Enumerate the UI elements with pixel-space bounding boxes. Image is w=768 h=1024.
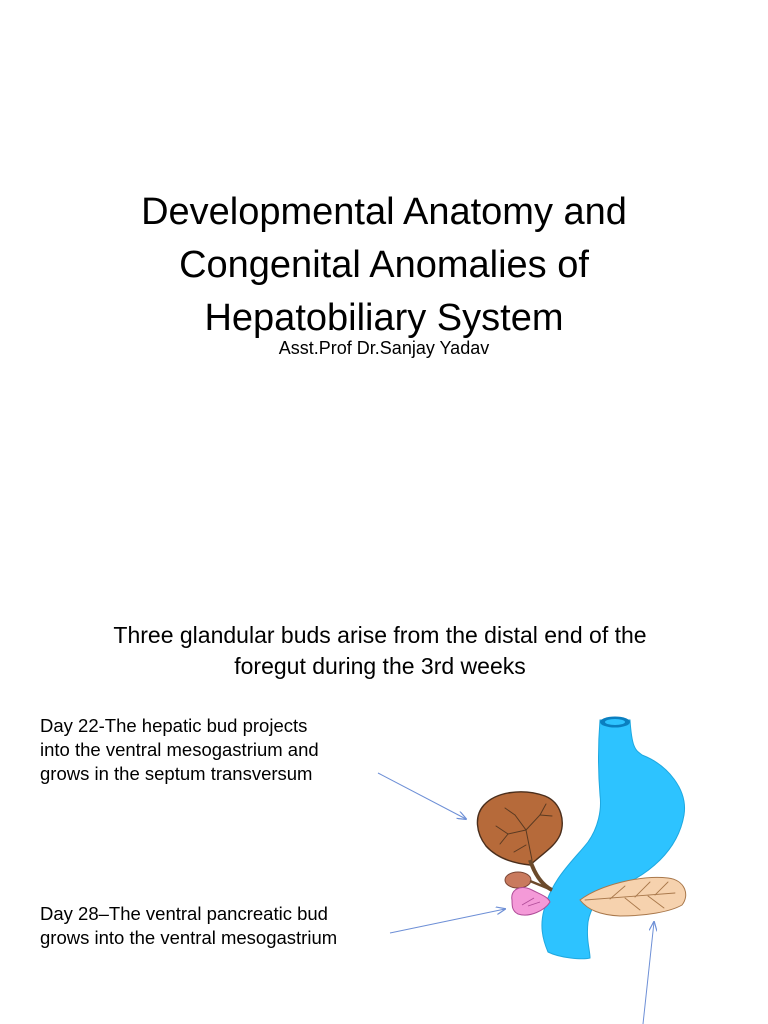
title-line-3: Hepatobiliary System (204, 297, 564, 339)
author-subtitle: Asst.Prof Dr.Sanjay Yadav (278, 338, 490, 358)
note-line: grows into the ventral mesogastrium (40, 927, 338, 948)
gallbladder-bud (505, 872, 531, 888)
note-line: into the ventral mesogastrium and (40, 739, 319, 760)
title-line-1: Developmental Anatomy and (141, 191, 627, 233)
heading-line-1: Three glandular buds arise from the distal end of the (113, 622, 647, 648)
foregut-buds-diagram (0, 560, 768, 1024)
ventral-pancreas-arrow (390, 909, 505, 933)
slide-title (0, 186, 768, 345)
title-line-2: Congenital Anomalies of (179, 244, 589, 286)
note-line: Day 28–The ventral pancreatic bud (40, 903, 328, 924)
foregut-lumen-inner (605, 719, 625, 725)
heading-line-2: foregut during the 3rd weeks (234, 653, 526, 679)
content-slide (0, 560, 768, 1024)
dorsal-pancreas-arrow (643, 922, 654, 1024)
foregut-tube (542, 720, 685, 959)
note-line: grows in the septum transversum (40, 763, 313, 784)
hepatic-bud (477, 792, 562, 865)
hepatic-bud-arrow (378, 773, 466, 819)
note-line: Day 22-The hepatic bud projects (40, 715, 308, 736)
